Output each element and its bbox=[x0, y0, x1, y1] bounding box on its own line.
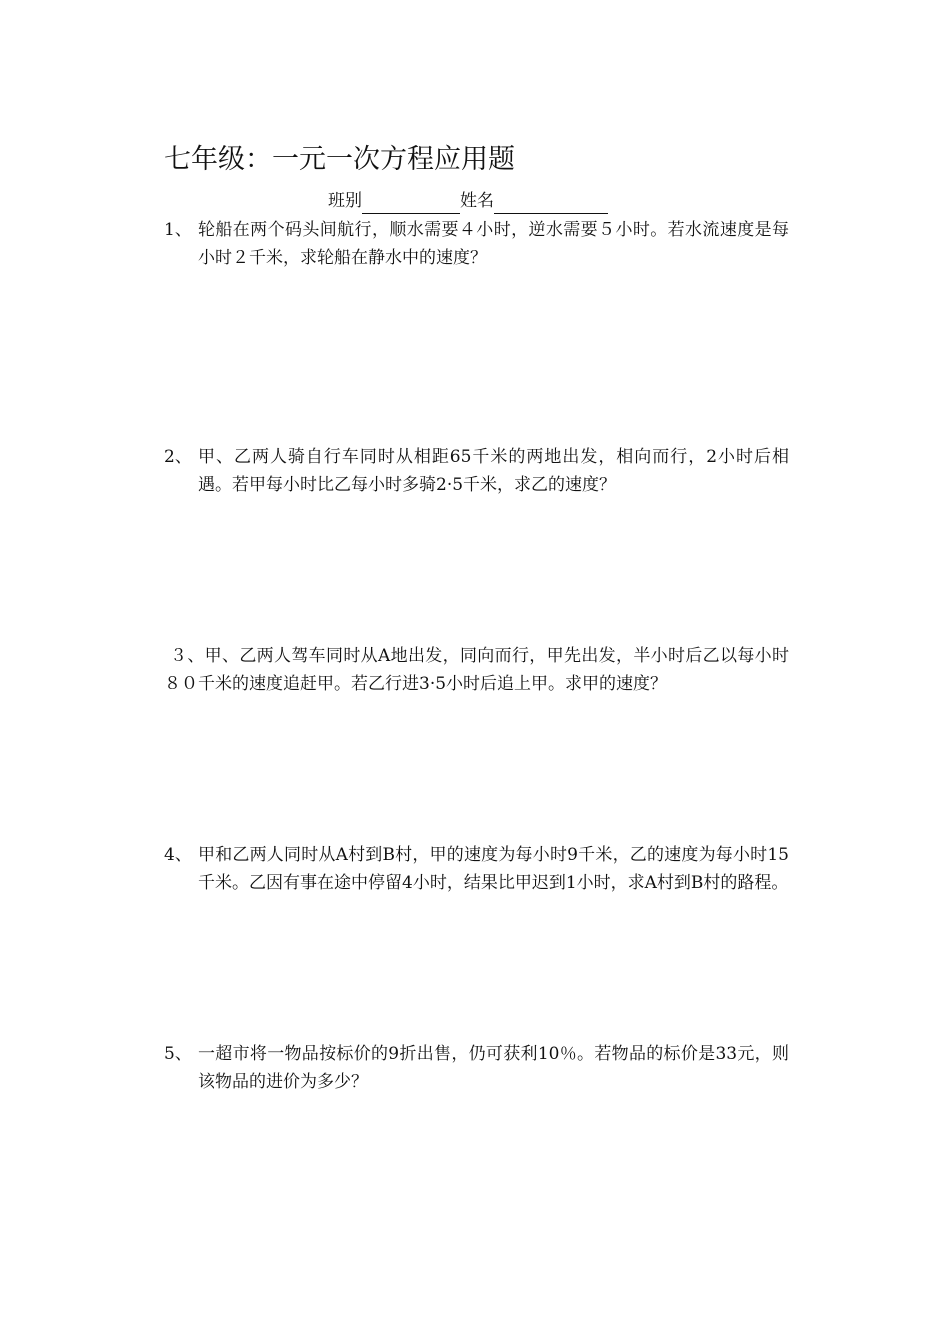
question-text bbox=[164, 642, 789, 698]
question-number: 2、 bbox=[164, 447, 192, 467]
class-label: 班别 bbox=[328, 191, 362, 211]
question-text: 甲和乙两人同时从A村到B村，甲的速度为每小时9千米，乙的速度为每小时15千米。乙因有事在途中停留4小时，结果比甲迟到1小时，求A村到B村的路程。 bbox=[198, 845, 789, 893]
question-number: ３、 bbox=[170, 646, 205, 666]
question-body: 甲、乙两人驾车同时从A地出发，同向而行，甲先出发，半小时后乙以每小时８０千米的速度追赶甲。若乙行进3·5小时后追上甲。求甲的速度？ bbox=[164, 646, 789, 694]
question-number: 5、 bbox=[164, 1044, 192, 1064]
name-label: 姓名 bbox=[460, 191, 494, 211]
question-5 bbox=[164, 1040, 789, 1096]
page-title: 七年级：一元一次方程应用题 bbox=[164, 144, 515, 175]
question-2 bbox=[164, 443, 789, 499]
question-number: 1、 bbox=[164, 220, 192, 240]
question-text: 甲、乙两人骑自行车同时从相距65千米的两地出发，相向而行，2小时后相遇。若甲每小时比乙每小时多骑2·5千米，求乙的速度？ bbox=[198, 447, 789, 495]
question-text: 轮船在两个码头间航行，顺水需要４小时，逆水需要５小时。若水流速度是每小时２千米，求轮船在静水中的速度？ bbox=[198, 220, 789, 268]
question-3 bbox=[164, 642, 789, 698]
class-blank bbox=[362, 193, 460, 214]
question-number: 4、 bbox=[164, 845, 192, 865]
student-info bbox=[328, 188, 608, 214]
name-blank bbox=[494, 193, 608, 214]
question-text: 一超市将一物品按标价的9折出售，仍可获利10％。若物品的标价是33元，则该物品的进价为多少？ bbox=[198, 1044, 789, 1092]
question-4 bbox=[164, 841, 789, 897]
question-1 bbox=[164, 216, 789, 272]
